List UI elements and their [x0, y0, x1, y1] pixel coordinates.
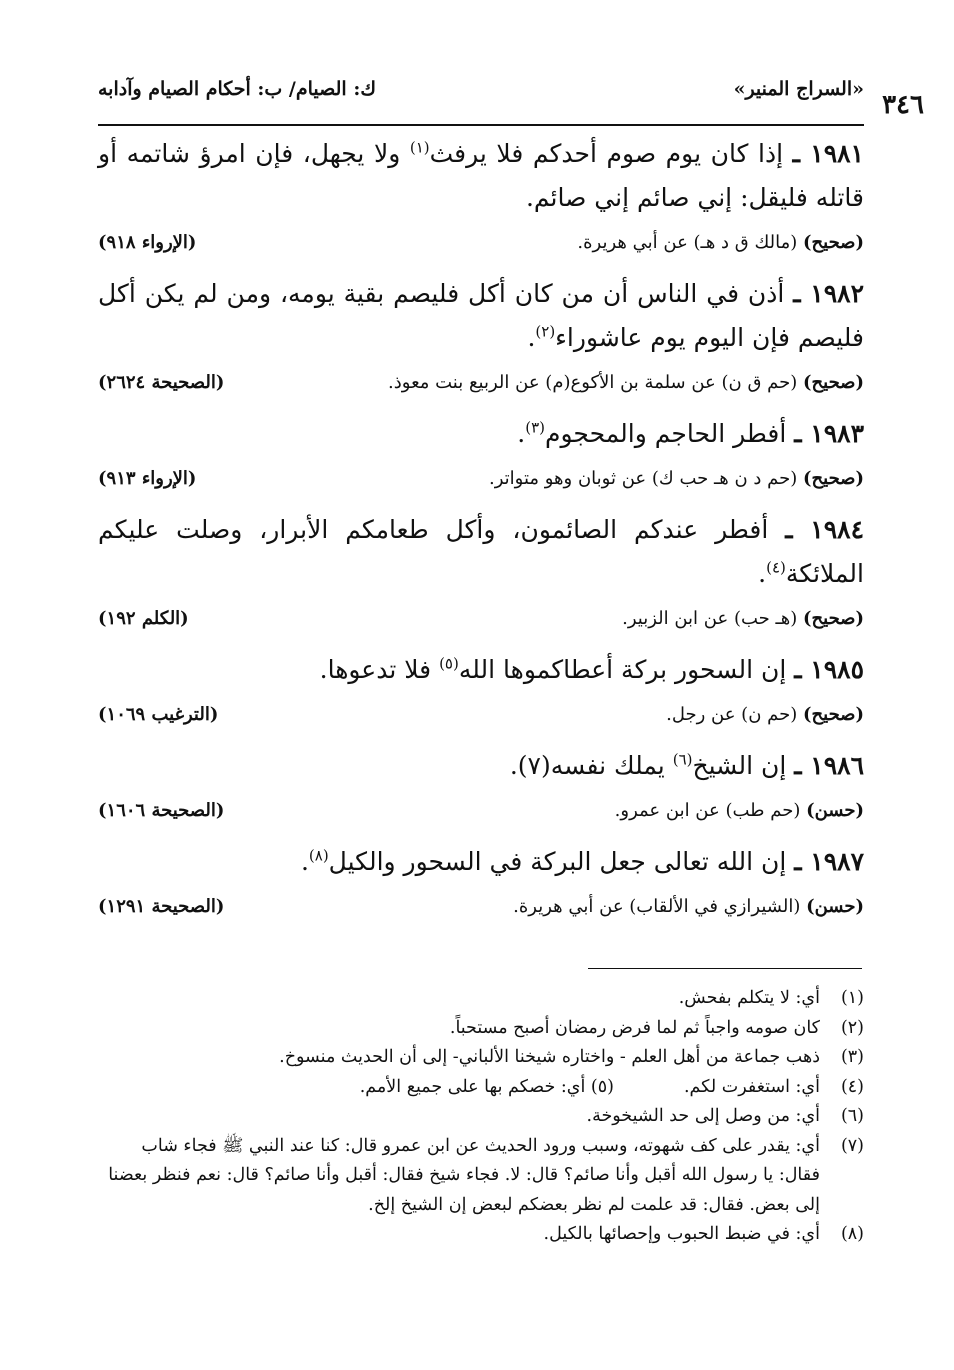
hadith-source-line — [98, 232, 864, 262]
footnote-4-5 — [98, 1073, 864, 1103]
hadith-reference: (الكلم ١٩٢) — [98, 608, 189, 629]
footnote-marker: (٦) — [672, 750, 693, 769]
hadith-entry-1984 — [98, 508, 864, 638]
footnote-number: (٤) — [840, 1076, 864, 1097]
footnote-marker: (٢) — [535, 322, 556, 341]
footnote-text-5: أي: خصكم بها على جميع الأمم. — [359, 1076, 586, 1097]
footnote-3 — [98, 1043, 864, 1073]
hadith-body-end: ولا يجهل، فإن امرؤ شاتمه أو قاتله فليقل: إني صائم إني صائم. — [98, 139, 864, 212]
footnote-text: أي: من وصل إلى حد الشيخوخة. — [586, 1106, 820, 1126]
hadith-entry-1986 — [98, 744, 864, 830]
hadith-text — [98, 648, 864, 692]
running-header — [98, 72, 864, 108]
hadith-body: أفطر الحاجم والمحجوم — [545, 419, 787, 448]
footnote-marker: (٨) — [308, 846, 329, 865]
footnote-number: (٢) — [840, 1017, 864, 1038]
footnote-number: (٦) — [840, 1106, 864, 1126]
footnote-text: أي: في ضبط الحبوب وإحصائها بالكيل. — [543, 1224, 820, 1244]
hadith-list — [98, 132, 864, 936]
hadith-grade: (صحيح) — [803, 608, 864, 629]
footnote-number: (٧) — [840, 1135, 864, 1156]
hadith-entry-1983 — [98, 412, 864, 498]
header-rule — [98, 124, 864, 126]
footnote-text: كان صومه واجباً ثم لما فرض رمضان أصبح مستحباً. — [449, 1017, 820, 1038]
hadith-body: إذا كان يوم صوم أحدكم فلا يرفث — [429, 139, 784, 168]
hadith-grade: (حسن) — [806, 896, 864, 917]
hadith-reference: (الإرواء ٩١٨) — [98, 232, 197, 253]
hadith-entry-1981 — [98, 132, 864, 262]
hadith-body: أفطر عندكم الصائمون، وأكل طعامكم الأبرار، وصلت عليكم الملائكة — [98, 515, 864, 588]
footnote-2 — [98, 1014, 864, 1044]
hadith-source-line — [98, 800, 864, 830]
footnote-number: (٣) — [840, 1047, 864, 1067]
hadith-text — [98, 744, 864, 788]
hadith-entry-1985 — [98, 648, 864, 734]
hadith-entry-1982 — [98, 272, 864, 402]
footnote-1 — [98, 984, 864, 1014]
hadith-body-end: يملك نفسه(٧). — [509, 751, 673, 780]
hadith-body-end: . — [300, 847, 309, 876]
hadith-source-line — [98, 468, 864, 498]
chapter-title: ك: الصيام/ ب: أحكام الصيام وآدابه — [98, 78, 376, 100]
hadith-text — [98, 132, 864, 220]
book-title: «السراج المنير» — [733, 78, 864, 100]
hadith-source-line — [98, 704, 864, 734]
footnote-marker: (٤) — [766, 558, 786, 577]
hadith-sources — [513, 896, 864, 917]
hadith-body-end: . — [517, 419, 526, 448]
page-number: ٣٤٦ — [882, 90, 924, 120]
hadith-number: ١٩٨٤ ـ — [785, 515, 864, 544]
hadith-sources — [489, 468, 864, 489]
hadith-body: أذن في الناس أن من كان أكل فليصم بقية يومه، ومن لم يكن أكل فليصم فإن اليوم يوم عاشوراء — [98, 279, 864, 352]
source-list: (حم ن) عن رجل. — [666, 704, 803, 725]
hadith-sources — [622, 608, 864, 629]
hadith-sources — [666, 704, 864, 725]
footnote-number: (٨) — [840, 1224, 864, 1244]
source-list: (حم طب) عن ابن عمرو. — [614, 800, 807, 821]
hadith-grade: (حسن) — [806, 800, 864, 821]
footnote-8 — [98, 1220, 864, 1250]
source-list: (مالك ق د هـ) عن أبي هريرة. — [577, 232, 803, 253]
hadith-grade: (صحيح) — [803, 704, 864, 725]
hadith-number: ١٩٨٥ ـ — [794, 655, 864, 684]
footnote-marker: (٣) — [525, 418, 546, 437]
footnote-separator — [588, 968, 862, 969]
hadith-grade: (صحيح) — [803, 232, 864, 253]
footnote-marker: (٥) — [439, 654, 459, 673]
footnote-7 — [98, 1132, 864, 1221]
hadith-number: ١٩٨٣ ـ — [794, 419, 864, 448]
hadith-grade: (صحيح) — [803, 372, 864, 393]
hadith-reference: (الصحيحة ٢٦٢٤) — [98, 372, 225, 393]
footnote-text: أي: استغفرت لكم. — [683, 1076, 820, 1097]
footnote-marker: (١) — [409, 138, 430, 157]
hadith-reference: (الصحيحة ١٦٠٦) — [98, 800, 225, 821]
hadith-reference: (الإرواء ٩١٣) — [98, 468, 197, 489]
footnote-number-5: (٥) — [590, 1076, 614, 1097]
hadith-source-line — [98, 608, 864, 638]
hadith-entry-1987 — [98, 840, 864, 926]
hadith-text — [98, 412, 864, 456]
source-list: (حم د ن هـ حب ك) عن ثوبان وهو متواتر. — [489, 468, 803, 489]
hadith-sources — [577, 232, 864, 253]
hadith-number: ١٩٨٧ ـ — [794, 847, 864, 876]
footnote-text: ذهب جماعة من أهل العلم - واختاره شيخنا الألباني- إلى أن الحديث منسوخ. — [279, 1047, 820, 1067]
source-list: (حم ق ن) عن سلمة بن الأكوع(م) عن الربيع بنت معوذ. — [388, 372, 803, 393]
hadith-body-end: فلا تدعوها. — [319, 655, 440, 684]
footnote-6 — [98, 1102, 864, 1132]
footnotes — [98, 984, 864, 1250]
footnote-number: (١) — [840, 988, 864, 1008]
hadith-source-line — [98, 896, 864, 926]
hadith-reference: (الصحيحة ١٢٩١) — [98, 896, 225, 917]
hadith-reference: (الترغيب ١٠٦٩) — [98, 704, 219, 725]
hadith-number: ١٩٨٢ ـ — [793, 279, 865, 308]
footnote-text: أي: لا يتكلم بفحش. — [678, 988, 820, 1008]
hadith-text — [98, 272, 864, 360]
hadith-sources — [388, 372, 864, 393]
hadith-body-end: . — [527, 323, 536, 352]
hadith-body: إن الله تعالى جعل البركة في السحور والكيل — [328, 847, 787, 876]
hadith-number: ١٩٨١ ـ — [792, 139, 864, 168]
hadith-text — [98, 840, 864, 884]
hadith-number: ١٩٨٦ ـ — [794, 751, 864, 780]
hadith-sources — [615, 800, 864, 821]
hadith-text — [98, 508, 864, 596]
source-list: (الشيرازي في الألقاب) عن أبي هريرة. — [513, 896, 807, 917]
hadith-source-line — [98, 372, 864, 402]
hadith-body-end: . — [758, 559, 767, 588]
hadith-body: إن الشيخ — [692, 751, 787, 780]
hadith-body: إن السحور بركة أعطاكموها الله — [458, 655, 787, 684]
hadith-grade: (صحيح) — [803, 468, 864, 489]
source-list: (هـ حب) عن ابن الزبير. — [622, 608, 803, 629]
footnote-text: أي: يقدر على كف شهوته، وسبب ورود الحديث عن ابن عمرو قال: كنا عند النبي ﷺ فجاء شاب فقال: يا رسول الله أقبل وأنا صائم؟ قال: لا. فجاء شيخ فقال: أقبل وأنا صائم؟ قال: نعم فنظر بعضنا إلى بعض. فقال: قد علمت لم نظر بعضكم لبعض إن الشيخ إلخ. — [108, 1135, 820, 1215]
